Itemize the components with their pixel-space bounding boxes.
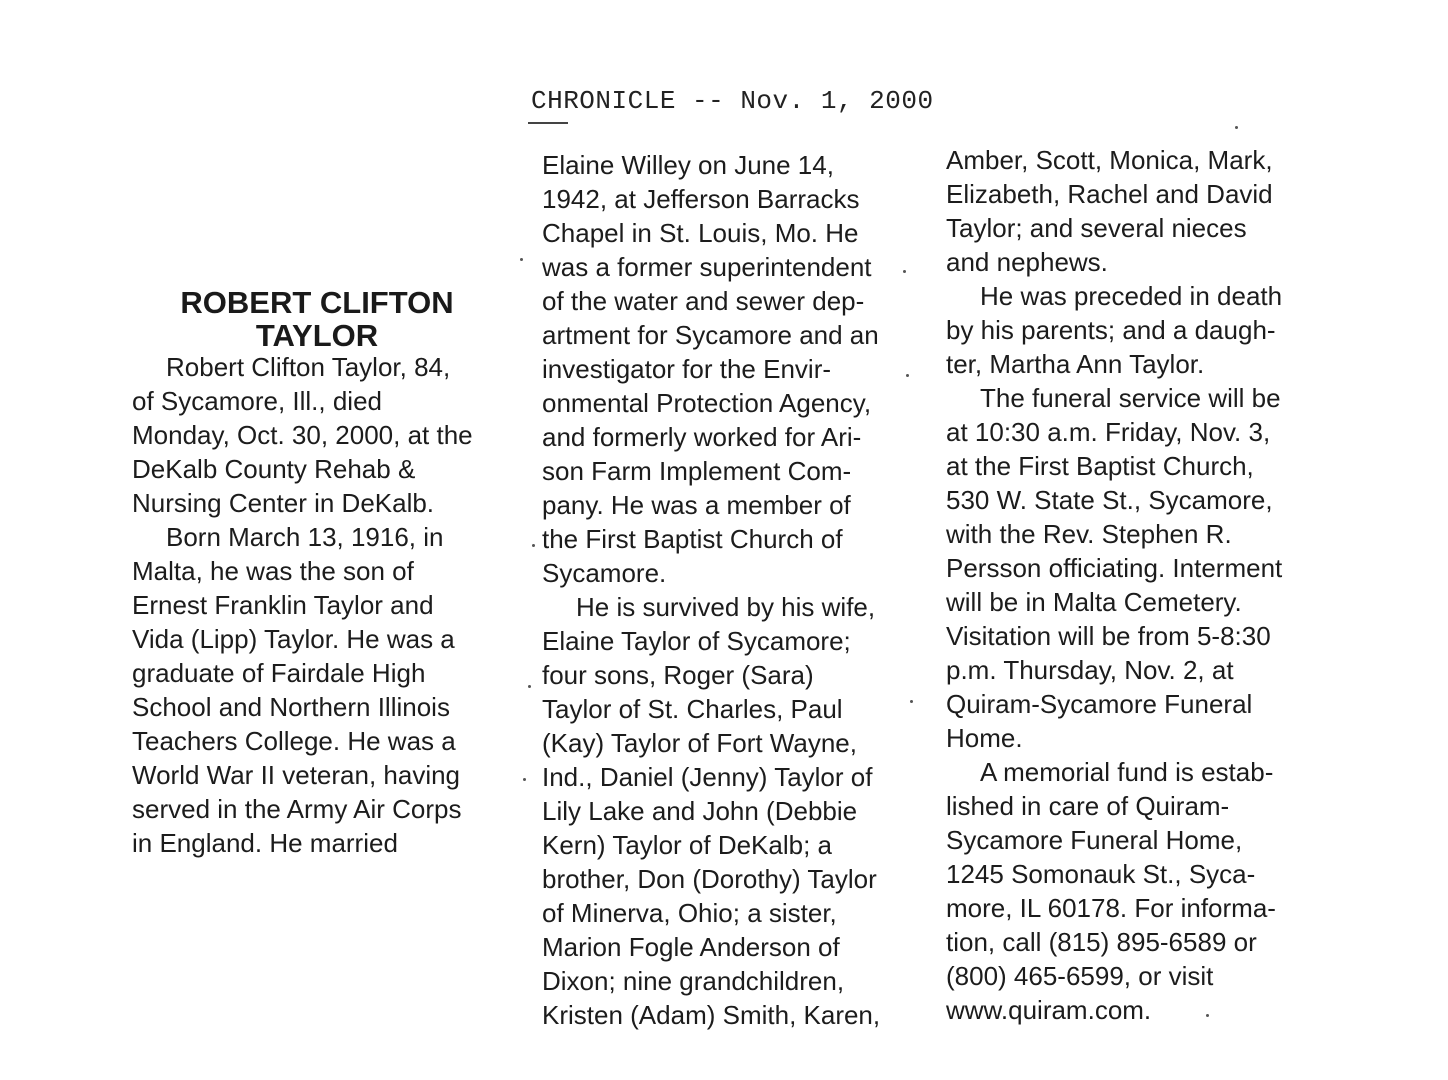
text-line: Teachers College. He was a (132, 726, 456, 756)
text-line: World War II veteran, having (132, 760, 461, 790)
text-line: (800) 465-6599, or visit (946, 961, 1214, 991)
text-line: in England. He married (132, 828, 398, 858)
text-line: Elizabeth, Rachel and David (946, 179, 1273, 209)
text-line: Elaine Willey on June 14, (542, 150, 834, 180)
text-line: the First Baptist Church of (542, 524, 843, 554)
text-line: Amber, Scott, Monica, Mark, (946, 145, 1273, 175)
text-line: DeKalb County Rehab & (132, 454, 416, 484)
text-line: will be in Malta Cemetery. (946, 587, 1242, 617)
text-line: at the First Baptist Church, (946, 451, 1254, 481)
text-line: He is survived by his wife, (576, 592, 876, 622)
text-line: Taylor of St. Charles, Paul (542, 694, 843, 724)
text-line: He was preceded in death (980, 281, 1283, 311)
text-line: investigator for the Envir- (542, 354, 832, 384)
text-line: pany. He was a member of (542, 490, 851, 520)
scan-speck (1206, 1014, 1209, 1017)
text-line: The funeral service will be (980, 383, 1281, 413)
text-line: brother, Don (Dorothy) Taylor (542, 864, 877, 894)
text-line: Visitation will be from 5-8:30 (946, 621, 1271, 651)
text-line: Persson officiating. Interment (946, 553, 1283, 583)
text-line: Taylor; and several nieces (946, 213, 1247, 243)
text-line: Malta, he was the son of (132, 556, 414, 586)
text-column-3 (946, 143, 1326, 1027)
text-line: Dixon; nine grandchildren, (542, 966, 845, 996)
text-column-2 (542, 148, 922, 1032)
text-line: ter, Martha Ann Taylor. (946, 349, 1205, 379)
scan-speck (903, 270, 906, 273)
text-line: A memorial fund is estab- (980, 757, 1274, 787)
text-line: www.quiram.com. (946, 995, 1152, 1025)
text-line: Kristen (Adam) Smith, Karen, (542, 1000, 881, 1030)
text-line: served in the Army Air Corps (132, 794, 462, 824)
text-line: artment for Sycamore and an (542, 320, 879, 350)
text-line: of Minerva, Ohio; a sister, (542, 898, 837, 928)
scan-speck (523, 778, 526, 781)
text-column-1 (132, 350, 512, 860)
scan-speck (532, 544, 535, 547)
text-line: at 10:30 a.m. Friday, Nov. 3, (946, 417, 1271, 447)
text-line: of Sycamore, Ill., died (132, 386, 382, 416)
headline-line-1: ROBERT CLIFTON (180, 285, 454, 320)
text-line: School and Northern Illinois (132, 692, 450, 722)
text-line: Monday, Oct. 30, 2000, at the (132, 420, 473, 450)
text-line: Sycamore Funeral Home, (946, 825, 1243, 855)
text-line: Ind., Daniel (Jenny) Taylor of (542, 762, 873, 792)
text-line: Nursing Center in DeKalb. (132, 488, 435, 518)
text-line: Home. (946, 723, 1023, 753)
text-line: lished in care of Quiram- (946, 791, 1230, 821)
text-line: son Farm Implement Com- (542, 456, 852, 486)
text-line: 1942, at Jefferson Barracks (542, 184, 860, 214)
text-line: 530 W. State St., Sycamore, (946, 485, 1273, 515)
headline-line-2: TAYLOR (255, 318, 379, 353)
text-line: tion, call (815) 895-6589 or (946, 927, 1257, 957)
text-line: Chapel in St. Louis, Mo. He (542, 218, 859, 248)
text-line: Sycamore. (542, 558, 667, 588)
scan-speck (520, 258, 523, 261)
text-line: p.m. Thursday, Nov. 2, at (946, 655, 1234, 685)
scan-speck (910, 700, 913, 703)
dateline-underline (528, 122, 568, 124)
text-line: Vida (Lipp) Taylor. He was a (132, 624, 455, 654)
text-line: Robert Clifton Taylor, 84, (166, 352, 451, 382)
scan-speck (1235, 126, 1238, 129)
text-line: Ernest Franklin Taylor and (132, 590, 434, 620)
text-line: 1245 Somonauk St., Syca- (946, 859, 1256, 889)
text-line: by his parents; and a daugh- (946, 315, 1276, 345)
text-line: of the water and sewer dep- (542, 286, 865, 316)
text-line: more, IL 60178. For informa- (946, 893, 1276, 923)
text-line: (Kay) Taylor of Fort Wayne, (542, 728, 857, 758)
newspaper-dateline: CHRONICLE -- Nov. 1, 2000 (531, 86, 934, 116)
text-line: Kern) Taylor of DeKalb; a (542, 830, 832, 860)
text-line: with the Rev. Stephen R. (946, 519, 1232, 549)
text-line: graduate of Fairdale High (132, 658, 426, 688)
scan-speck (906, 374, 909, 377)
text-line: Marion Fogle Anderson of (542, 932, 840, 962)
text-line: onmental Protection Agency, (542, 388, 872, 418)
text-line: Lily Lake and John (Debbie (542, 796, 858, 826)
text-line: Elaine Taylor of Sycamore; (542, 626, 851, 656)
obituary-headline (132, 286, 502, 352)
text-line: was a former superintendent (542, 252, 872, 282)
text-line: four sons, Roger (Sara) (542, 660, 814, 690)
scan-speck (528, 685, 531, 688)
text-line: Quiram-Sycamore Funeral (946, 689, 1253, 719)
text-line: and formerly worked for Ari- (542, 422, 862, 452)
text-line: and nephews. (946, 247, 1108, 277)
text-line: Born March 13, 1916, in (166, 522, 444, 552)
